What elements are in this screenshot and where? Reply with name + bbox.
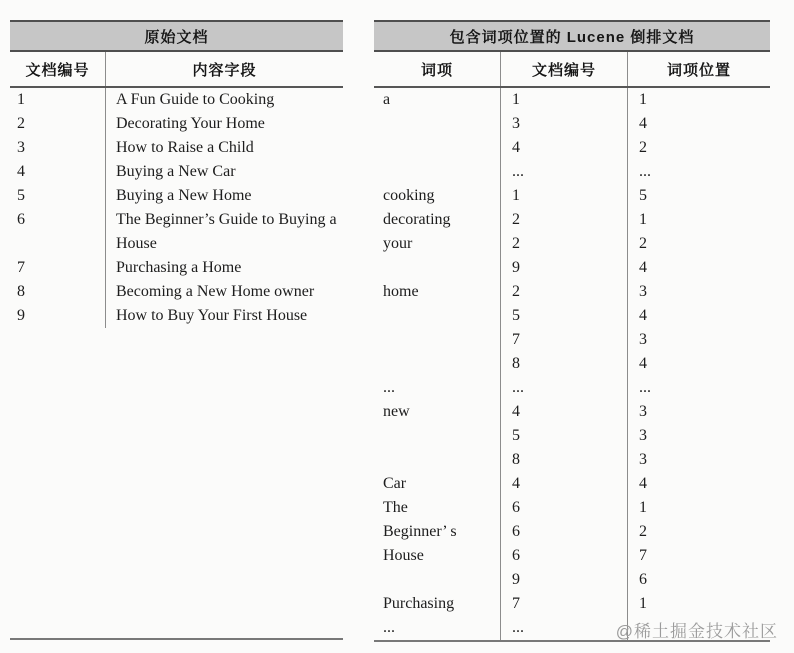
table-row bbox=[374, 352, 770, 376]
table-row bbox=[374, 136, 770, 160]
table-cell bbox=[374, 352, 500, 376]
table-cell bbox=[374, 136, 500, 160]
table-row bbox=[374, 472, 770, 496]
table-cell: 4 bbox=[500, 136, 627, 160]
table-row bbox=[374, 496, 770, 520]
table-row bbox=[374, 184, 770, 208]
table-cell: 3 bbox=[627, 328, 770, 352]
table-cell: 8 bbox=[17, 283, 25, 300]
table-cell bbox=[374, 328, 500, 352]
table-cell: Purchasing a Home bbox=[105, 256, 343, 280]
table-cell: House bbox=[105, 232, 343, 256]
table-cell bbox=[10, 232, 105, 256]
column-header-content-field: 内容字段 bbox=[105, 52, 343, 86]
table-cell: ... bbox=[627, 160, 770, 184]
table-cell: Purchasing bbox=[383, 595, 455, 612]
table-cell: 4 bbox=[627, 304, 770, 328]
table-cell: 5 bbox=[500, 424, 627, 448]
table-cell: Car bbox=[383, 475, 407, 492]
table-cell: 4 bbox=[500, 400, 627, 424]
table-cell: 4 bbox=[17, 163, 25, 180]
table-cell: 2 bbox=[17, 115, 25, 132]
table-cell: 1 bbox=[627, 592, 770, 616]
table-cell: 3 bbox=[627, 400, 770, 424]
table-cell: new bbox=[383, 403, 410, 420]
table-cell: ... bbox=[627, 376, 770, 400]
table-row bbox=[10, 136, 343, 160]
table-row bbox=[10, 184, 343, 208]
table-cell: 8 bbox=[500, 352, 627, 376]
table-cell bbox=[374, 448, 500, 472]
table-cell: 2 bbox=[500, 208, 627, 232]
inverted-index-table-title: 包含词项位置的 Lucene 倒排文档 bbox=[374, 20, 770, 52]
table-row bbox=[374, 256, 770, 280]
table-cell: 4 bbox=[500, 472, 627, 496]
table-cell: 5 bbox=[500, 304, 627, 328]
table-row bbox=[10, 280, 343, 304]
table-cell: A Fun Guide to Cooking bbox=[105, 88, 343, 112]
table-cell: 9 bbox=[500, 568, 627, 592]
table-cell: 4 bbox=[627, 256, 770, 280]
table-row bbox=[374, 208, 770, 232]
table-cell bbox=[627, 616, 770, 640]
original-documents-table-body bbox=[10, 88, 343, 640]
table-row bbox=[374, 232, 770, 256]
table-row bbox=[374, 112, 770, 136]
table-cell bbox=[374, 160, 500, 184]
table-cell: Decorating Your Home bbox=[105, 112, 343, 136]
table-cell: 7 bbox=[627, 544, 770, 568]
table-row bbox=[374, 160, 770, 184]
table-cell: decorating bbox=[383, 211, 451, 228]
table-cell: 2 bbox=[627, 520, 770, 544]
table-cell: cooking bbox=[383, 187, 435, 204]
table-row bbox=[10, 256, 343, 280]
table-cell: 1 bbox=[627, 496, 770, 520]
table-row bbox=[10, 112, 343, 136]
table-cell: 6 bbox=[627, 568, 770, 592]
original-documents-table-title: 原始文档 bbox=[10, 20, 343, 52]
table-cell: How to Raise a Child bbox=[105, 136, 343, 160]
table-row bbox=[374, 328, 770, 352]
table-cell: home bbox=[383, 283, 419, 300]
table-cell: 6 bbox=[500, 544, 627, 568]
table-cell: your bbox=[383, 235, 413, 252]
table-cell: 2 bbox=[627, 136, 770, 160]
column-header-term-position: 词项位置 bbox=[627, 52, 770, 86]
table-cell: 5 bbox=[17, 187, 25, 204]
column-header-doc-id: 文档编号 bbox=[25, 61, 90, 79]
table-cell: 1 bbox=[500, 88, 627, 112]
table-cell: 1 bbox=[627, 208, 770, 232]
table-row bbox=[374, 400, 770, 424]
table-row bbox=[10, 304, 343, 328]
table-row bbox=[374, 544, 770, 568]
table-cell bbox=[374, 112, 500, 136]
table-cell: ... bbox=[500, 160, 627, 184]
table-row bbox=[10, 208, 343, 232]
original-documents-table bbox=[10, 20, 343, 640]
table-cell: ... bbox=[500, 616, 627, 640]
table-cell: 1 bbox=[627, 88, 770, 112]
table-cell bbox=[374, 304, 500, 328]
table-row bbox=[374, 280, 770, 304]
table-row bbox=[374, 616, 770, 640]
table-cell: Beginner’ s bbox=[383, 523, 457, 540]
table-row bbox=[374, 448, 770, 472]
table-row bbox=[374, 520, 770, 544]
table-cell: 9 bbox=[500, 256, 627, 280]
table-cell: The bbox=[383, 499, 408, 516]
original-documents-header-row bbox=[10, 52, 343, 88]
table-cell: 1 bbox=[500, 184, 627, 208]
table-cell: 2 bbox=[627, 232, 770, 256]
table-row bbox=[374, 568, 770, 592]
table-row bbox=[374, 592, 770, 616]
table-cell: 6 bbox=[500, 496, 627, 520]
table-cell: Buying a New Home bbox=[105, 184, 343, 208]
inverted-index-table-body bbox=[374, 88, 770, 642]
table-cell: 6 bbox=[17, 211, 25, 228]
table-cell: 4 bbox=[627, 352, 770, 376]
table-row bbox=[374, 424, 770, 448]
table-cell: 2 bbox=[500, 280, 627, 304]
watermark: @稀土掘金技术社区 bbox=[615, 622, 778, 641]
column-header-doc-id: 文档编号 bbox=[500, 52, 627, 86]
table-cell: 3 bbox=[627, 280, 770, 304]
table-row bbox=[10, 88, 343, 112]
table-cell: 7 bbox=[500, 592, 627, 616]
table-cell: 2 bbox=[500, 232, 627, 256]
table-cell: 1 bbox=[17, 91, 25, 108]
table-cell: 8 bbox=[500, 448, 627, 472]
table-cell: 5 bbox=[627, 184, 770, 208]
table-cell: ... bbox=[383, 379, 395, 396]
table-cell: The Beginner’s Guide to Buying a bbox=[105, 208, 343, 232]
table-cell: 3 bbox=[17, 139, 25, 156]
table-cell: ... bbox=[383, 619, 395, 636]
table-cell: 3 bbox=[627, 448, 770, 472]
table-cell: How to Buy Your First House bbox=[105, 304, 343, 328]
table-row bbox=[374, 304, 770, 328]
table-cell: 7 bbox=[500, 328, 627, 352]
table-row bbox=[374, 376, 770, 400]
table-row bbox=[374, 88, 770, 112]
table-cell: 4 bbox=[627, 112, 770, 136]
table-cell bbox=[374, 256, 500, 280]
table-cell: 4 bbox=[627, 472, 770, 496]
table-cell bbox=[374, 424, 500, 448]
table-cell: 3 bbox=[627, 424, 770, 448]
table-row bbox=[10, 160, 343, 184]
table-cell: ... bbox=[500, 376, 627, 400]
table-cell bbox=[374, 568, 500, 592]
table-row bbox=[10, 232, 343, 256]
table-cell: Becoming a New Home owner bbox=[105, 280, 343, 304]
table-cell: a bbox=[383, 91, 391, 108]
table-cell: House bbox=[383, 547, 424, 564]
table-cell: 6 bbox=[500, 520, 627, 544]
inverted-index-table bbox=[374, 20, 770, 642]
table-cell: Buying a New Car bbox=[105, 160, 343, 184]
inverted-index-header-row bbox=[374, 52, 770, 88]
table-cell: 7 bbox=[17, 259, 25, 276]
table-cell: 9 bbox=[17, 307, 25, 324]
table-cell: 3 bbox=[500, 112, 627, 136]
column-header-term: 词项 bbox=[420, 61, 453, 79]
